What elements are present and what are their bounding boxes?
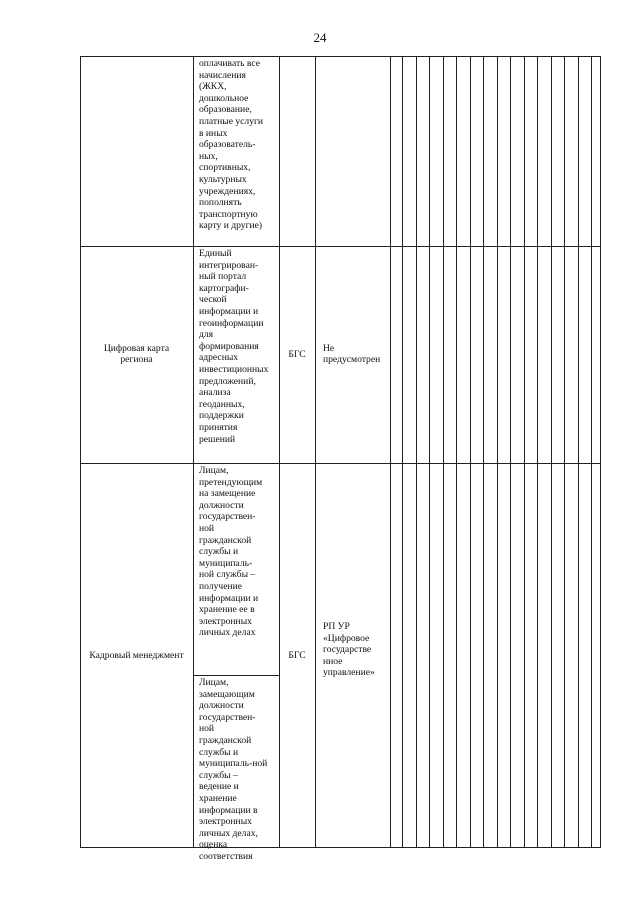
column-border <box>564 56 565 848</box>
description-cell-line: адресных <box>199 352 239 364</box>
description-cell-line: замещающим <box>199 688 255 700</box>
description-cell-line: дошкольное <box>199 92 249 104</box>
description-cell-line: муниципаль- <box>199 557 253 569</box>
name-cell <box>80 343 193 366</box>
name-cell-line: Цифровая карта <box>103 342 170 354</box>
description-cell-line: пополнять <box>199 197 242 209</box>
description-cell-line: ной <box>199 522 215 534</box>
platform-cell: БГС <box>288 649 306 661</box>
description-cell-line: службы – <box>199 769 238 781</box>
description-cell-line: информации и <box>199 305 259 317</box>
description-cell-line: анализа <box>199 387 231 399</box>
description-cell-line: учреждениях, <box>199 185 256 197</box>
program-cell-line: Не <box>323 342 335 354</box>
description-cell-line: гражданской <box>199 534 252 546</box>
description-cell-line: ной <box>199 723 215 735</box>
program-cell-line: нное <box>323 655 343 667</box>
data-table <box>80 56 601 862</box>
description-cell-line: электронных <box>199 816 252 828</box>
description-cell-line: личных делах <box>199 627 256 639</box>
row-border <box>80 246 601 247</box>
description-cell-line: формирования <box>199 340 259 352</box>
description-cell <box>199 248 283 445</box>
column-border <box>483 56 484 848</box>
description-cell-line: образователь- <box>199 139 256 151</box>
description-cell-line: платные услуги <box>199 115 264 127</box>
column-border <box>429 56 430 848</box>
description-cell-line: культурных <box>199 173 247 185</box>
description-cell <box>199 58 283 232</box>
description-cell-line: в иных <box>199 127 228 139</box>
column-border <box>591 56 592 848</box>
description-cell-line: службы и <box>199 546 239 558</box>
column-border <box>193 56 194 848</box>
program-cell-line: государстве <box>323 644 372 656</box>
description-cell-line: ный портал <box>199 271 247 283</box>
description-cell-line: начисления <box>199 69 246 81</box>
description-cell-line: для <box>199 329 214 341</box>
description-cell-line: геоданных, <box>199 398 245 410</box>
description-cell-line: получение <box>199 580 242 592</box>
name-cell-line: Кадровый менеджмент <box>89 649 184 661</box>
description-cell-line: оплачивать все <box>199 58 261 69</box>
description-cell-line: хранение ее в <box>199 604 255 616</box>
description-cell-line: личных делах, <box>199 827 258 839</box>
description-cell-line: поддержки <box>199 410 244 422</box>
column-border <box>510 56 511 848</box>
column-border <box>578 56 579 848</box>
description-cell-line: инвестиционных <box>199 363 269 375</box>
subrow-border <box>193 675 279 676</box>
description-cell-line: оценка <box>199 839 228 851</box>
program-cell-line: РП УР <box>323 621 350 632</box>
description-cell-line: соответствия <box>199 850 253 862</box>
name-cell <box>80 650 193 662</box>
description-cell-line: ческой <box>199 294 227 306</box>
description-cell-line: должности <box>199 499 244 511</box>
description-cell-line: информации в <box>199 804 258 816</box>
description-cell-line: информации и <box>199 592 259 604</box>
description-cell-line: образование, <box>199 104 252 116</box>
description-cell-line: решений <box>199 433 236 445</box>
description-cell-line: принятия <box>199 421 238 433</box>
row-border <box>80 56 601 57</box>
row-border <box>80 463 601 464</box>
description-cell-line: хранение <box>199 792 237 804</box>
description-cell-line: (ЖКХ, <box>199 81 227 93</box>
page-number: 24 <box>313 30 327 45</box>
program-cell-line: управление» <box>323 667 375 679</box>
column-border <box>390 56 391 848</box>
description-cell-line: картографи- <box>199 282 249 294</box>
description-cell-line: государствен- <box>199 711 256 723</box>
column-border <box>524 56 525 848</box>
description-cell-line: спортивных, <box>199 162 251 174</box>
column-border <box>497 56 498 848</box>
description-cell-line: претендующим <box>199 476 263 488</box>
description-cell-line: должности <box>199 700 244 712</box>
column-border <box>416 56 417 848</box>
description-cell-line: карту и другие) <box>199 220 263 232</box>
program-cell <box>323 343 393 366</box>
description-cell-line: ведение и <box>199 781 239 793</box>
name-cell-line: региона <box>120 354 153 366</box>
description-cell <box>199 677 283 863</box>
description-cell-line: государствен- <box>199 511 256 523</box>
description-cell-line: геоинформации <box>199 317 264 329</box>
description-cell-line: Лицам, <box>199 677 229 688</box>
column-border <box>537 56 538 848</box>
description-cell-line: службы и <box>199 746 239 758</box>
column-border <box>80 56 81 848</box>
column-border <box>315 56 316 848</box>
column-border <box>600 56 601 848</box>
description-cell-line: гражданской <box>199 734 252 746</box>
description-cell-line: электронных <box>199 615 252 627</box>
description-cell <box>199 465 283 639</box>
column-border <box>470 56 471 848</box>
column-border <box>402 56 403 848</box>
column-border <box>551 56 552 848</box>
description-cell-line: ных, <box>199 150 218 162</box>
program-cell <box>323 621 393 679</box>
description-cell-line: транспортную <box>199 208 258 220</box>
column-border <box>456 56 457 848</box>
description-cell-line: Единый <box>199 248 232 259</box>
description-cell-line: муниципаль-ной <box>199 758 268 770</box>
program-cell-line: «Цифровое <box>323 632 370 644</box>
description-cell-line: интегрирован- <box>199 259 259 271</box>
description-cell-line: предложений, <box>199 375 256 387</box>
row-border <box>80 847 601 848</box>
description-cell-line: на замещение <box>199 488 256 500</box>
column-border <box>443 56 444 848</box>
program-cell-line: предусмотрен <box>323 354 381 366</box>
platform-cell: БГС <box>288 348 306 360</box>
description-cell-line: Лицам, <box>199 465 229 476</box>
description-cell-line: ной службы – <box>199 569 256 581</box>
